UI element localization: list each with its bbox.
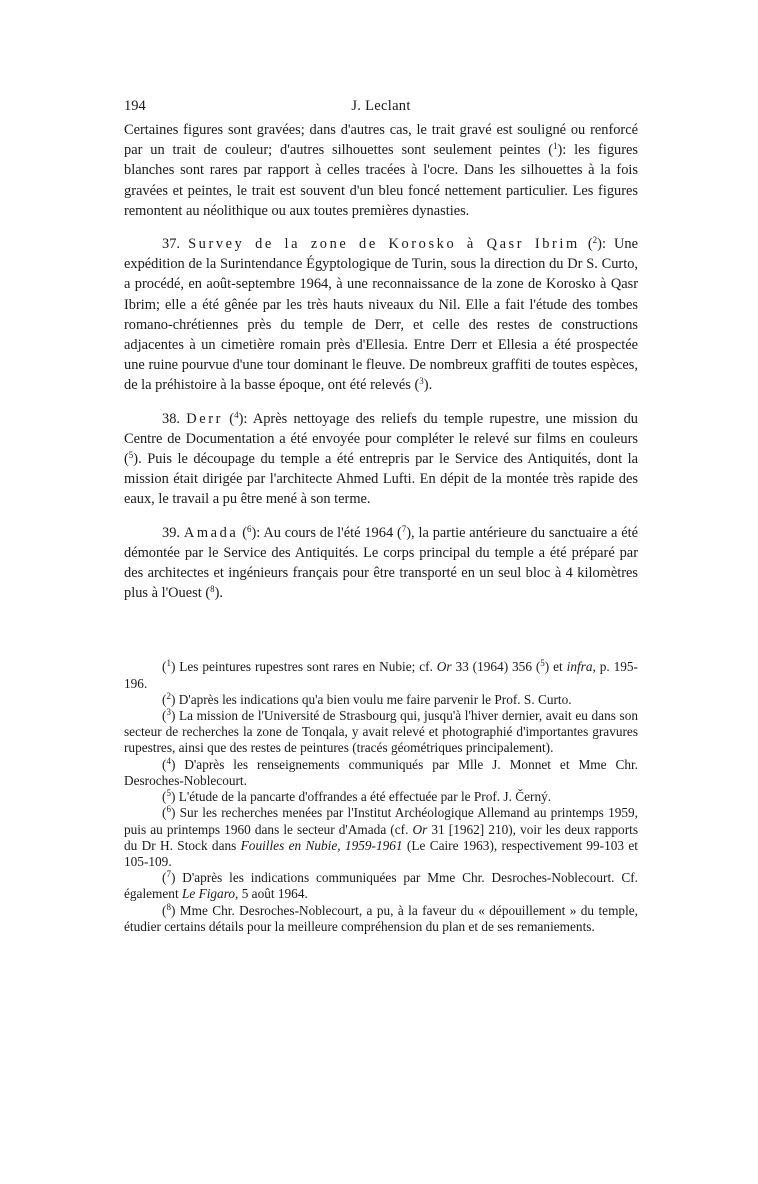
section-number: 39.: [162, 524, 180, 541]
footnote-ref: 2: [592, 235, 598, 246]
section-38: 38. Derr ($^4$): Après nettoyage des reliefs du temple rupestre, une mission du Centre de Documentation a été envoyée pour compléter le relevé sur films en couleurs ($^5$). Puis le découpage du temple a été entrepris par le Service des Antiquités, dont la mission était dirigée par l'architecte Ahmed Lufti. En dépit de la montée très rapide des eaux, le travail a pu être mené à son terme.: [124, 409, 638, 508]
section-37: 37. Survey de la zone de Korosko à Qasr Ibrim ($^2$): Une expédition de la Surintendance Égyptologique de Turin, sous la direction du Dr S. Curto, a procédé, en août-septembre 1964, à une reconnaissance de la zone de Korosko à Qasr Ibrim; elle a été gênée par les très hauts niveaux du Nil. Elle a fait l'étude des tombes romano-chrétiennes près du temple de Derr, et celle des restes de constructions adjacentes à un cimetière romain près d'Ellesia. Entre Derr et Ellesia a été prospectée une ruine pourvue d'une tour dominant le fleuve. De nombreux graffiti de toutes espèces, de la préhistoire à la basse époque, ont été relevés ($^3$).: [124, 235, 638, 394]
section-number: 37.: [162, 236, 180, 253]
body-text: [124, 120, 638, 603]
footnote-7: ($^7$) D'après les indications communiquées par Mme Chr. Desroches-Noblecourt. Cf. également Le Figaro, 5 août 1964.: [124, 869, 638, 902]
footnotes: [124, 659, 638, 934]
footnote-2: ($^2$) D'après les indications qu'a bien voulu me faire parvenir le Prof. S. Curto.: [162, 690, 572, 707]
footnote-4: ($^4$) D'après les renseignements communiqués par Mlle J. Monnet et Mme Chr. Desroches-Noblecourt.: [124, 755, 638, 788]
footnote-ref: 4: [234, 409, 239, 420]
footnote-ref: 6: [247, 523, 252, 534]
footnote-ref: 1: [553, 141, 558, 152]
page: [124, 98, 638, 935]
footnote-ref: 7: [401, 523, 407, 534]
footnote-3: ($^3$) La mission de l'Université de Strasbourg qui, jusqu'à l'hiver dernier, avait eu dans son secteur de recherches la zone de Tonqala, y avait relevé et photographié d'importantes gravures rupestres, ainsi que des restes de peintures (tracés géométriques principalement).: [124, 707, 638, 756]
footnote-5: ($^5$) L'étude de la pancarte d'offrandes a été effectuée par le Prof. J. Černý.: [162, 788, 552, 805]
footnote-1: ($^1$) Les peintures rupestres sont rares en Nubie; cf. Or 33 (1964) 356 ($^5$) et infra, p. 195-196.: [124, 658, 638, 691]
section-number: 38.: [162, 410, 180, 427]
intro-paragraph: Certaines figures sont gravées; dans d'autres cas, le trait gravé est souligné ou renforcé par un trait de couleur; d'autres silhouettes sont seulement peintes ($^1$): les figures blanches sont rares par rapport à celles tracées à l'ocre. Dans les silhouettes à la fois gravées et peintes, le trait est souvent d'un bleu foncé nettement particulier. Les figures remontent au néolithique ou aux toutes premières dynasties.: [124, 122, 638, 219]
section-title: Derr: [186, 410, 224, 427]
section-39: 39. Amada ($^6$): Au cours de l'été 1964 ($^7$), la partie antérieure du sanctuaire a été démontée par le Service des Antiquités. Le corps principal du temple a été préparé par des architectes et ingénieurs français pour être transporté en un seul bloc à 4 kilomètres plus à l'Ouest ($^8$).: [124, 523, 638, 602]
page-number: 194: [124, 98, 146, 114]
running-header: [124, 98, 638, 120]
section-title: Survey de la zone de Korosko à Qasr Ibrim: [188, 236, 580, 253]
footnote-ref: 5: [128, 450, 134, 461]
footnote-ref: 8: [210, 584, 215, 595]
section-title: Amada: [183, 524, 239, 541]
running-author: J. Leclant: [351, 98, 411, 114]
footnote-6: ($^6$) Sur les recherches menées par l'Institut Archéologique Allemand au printemps 1959, puis au printemps 1960 dans le secteur d'Amada (cf. Or 31 [1962] 210), voir les deux rapports du Dr H. Stock dans Fouilles en Nubie, 1959-1961 (Le Caire 1963), respectivement 99-103 et 105-109.: [124, 804, 638, 869]
footnote-8: ($^8$) Mme Chr. Desroches-Noblecourt, a pu, à la faveur du « dépouillement » du temple, étudier certains détails pour la meilleure compréhension du plan et de ses remaniements.: [124, 901, 638, 934]
footnote-ref: 3: [419, 376, 424, 387]
